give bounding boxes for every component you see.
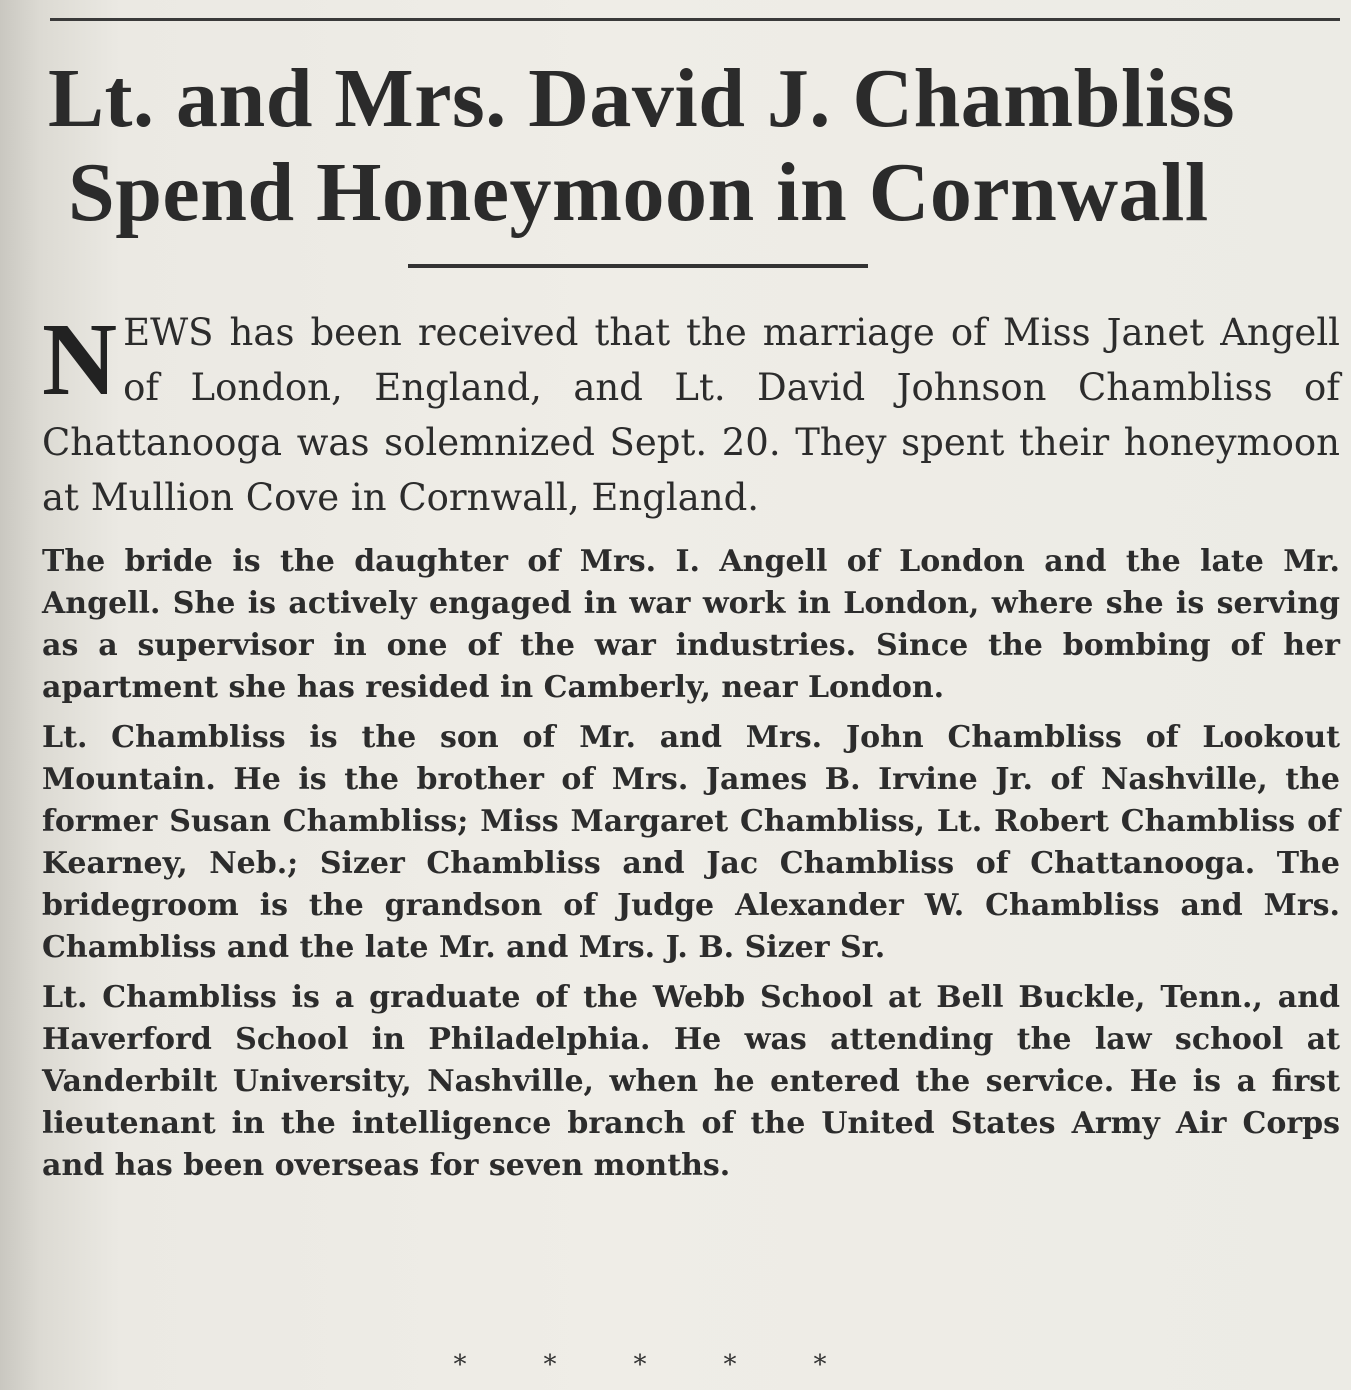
drop-cap: N — [42, 302, 118, 417]
section-separator — [440, 1350, 840, 1380]
separator-star: * — [453, 1350, 467, 1380]
article-paragraph-4: Lt. Chambliss is a graduate of the Webb School at Bell Buckle, Tenn., and Haverford School in Philadelphia. He was attending the law school at Vanderbilt University, Nashville, when he entered the service. He is a first lieutenant in the intelligence branch of the United States Army Air Corps and has been overseas for seven months. — [42, 980, 1340, 1183]
article-paragraph-3: Lt. Chambliss is the son of Mr. and Mrs. John Chambliss of Lookout Mountain. He is the brother of Mrs. James B. Irvine Jr. of Nashville, the former Susan Chambliss; Miss Margaret Chambliss, Lt. Robert Chambliss of Kearney, Neb.; Sizer Chambliss and Jac Chambliss of Chattanooga. The bridegroom is the grandson of Judge Alexander W. Chambliss and Mrs. Chambliss and the late Mr. and Mrs. J. B. Sizer Sr. — [42, 720, 1340, 965]
headline-divider — [408, 264, 868, 268]
headline — [48, 52, 1343, 240]
separator-star: * — [543, 1350, 557, 1380]
separator-star: * — [723, 1350, 737, 1380]
paragraph-1-text: EWS has been received that the marriage of Miss Janet Angell of London, England, and Lt. David Johnson Chambliss of Chattanooga was solemnized Sept. 20. They spent their honeymoon at Mullion Cove in Cornwall, England. — [42, 311, 1340, 519]
article-paragraph-1 — [42, 302, 1340, 525]
separator-star: * — [813, 1350, 827, 1380]
headline-line-2: Spend Honeymoon in Cornwall — [68, 146, 1209, 239]
separator-star: * — [633, 1350, 647, 1380]
article-paragraph-2: The bride is the daughter of Mrs. I. Angell of London and the late Mr. Angell. She is actively engaged in war work in London, where she is serving as a supervisor in one of the war industries. Since the bombing of her apartment she has resided in Camberly, near London. — [42, 544, 1340, 705]
article-body — [42, 302, 1340, 1187]
headline-line-1: Lt. and Mrs. David J. Chambliss — [48, 52, 1236, 145]
top-rule — [50, 18, 1340, 21]
